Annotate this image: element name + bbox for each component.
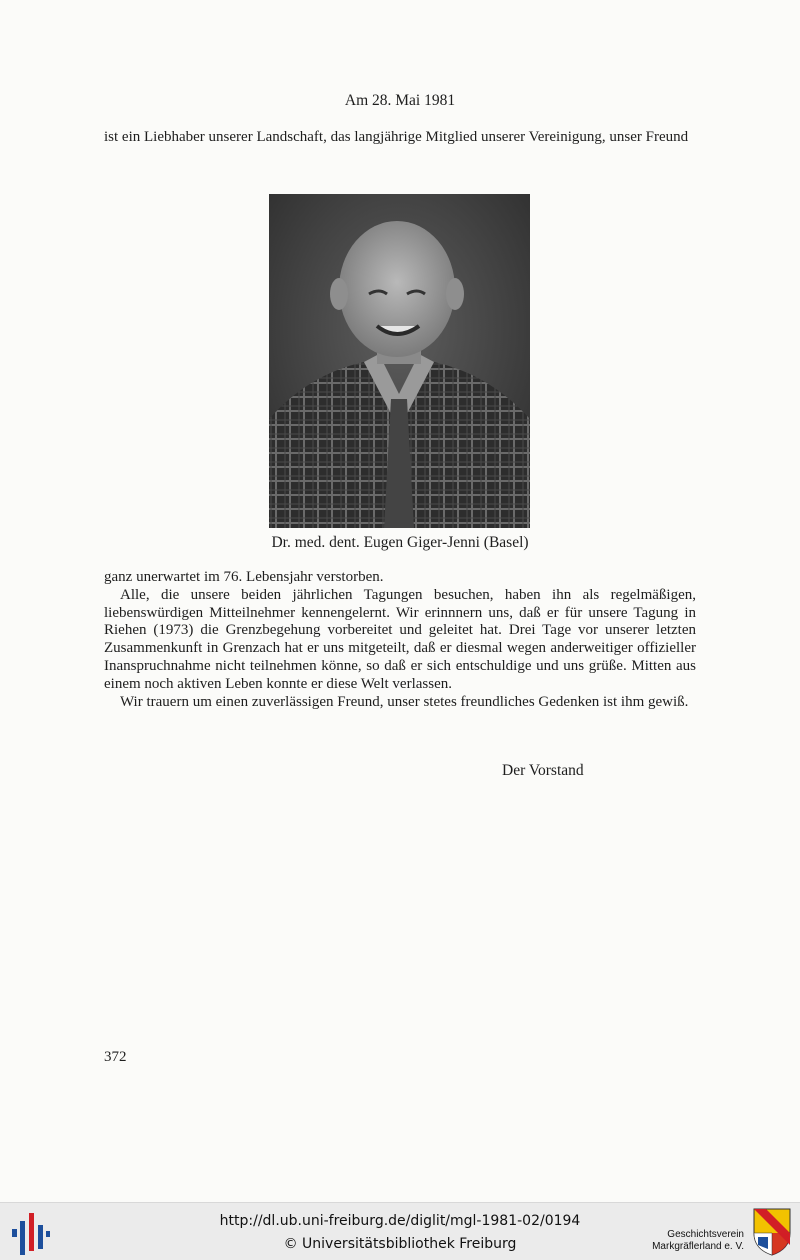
coat-of-arms-icon[interactable]	[752, 1207, 792, 1257]
photo-caption: Dr. med. dent. Eugen Giger-Jenni (Basel)	[271, 534, 529, 551]
footer-org-line2: Markgräflerland e. V.	[652, 1241, 744, 1252]
footer-bar	[0, 1202, 800, 1260]
footer-organization	[652, 1229, 744, 1253]
intro-text: ist ein Liebhaber unserer Landschaft, das langjährige Mitglied unserer Vereinigung, unser Freund	[104, 129, 689, 145]
portrait-image	[269, 194, 530, 528]
body-paragraph-3: Wir trauern um einen zuverlässigen Freund, unser stetes freundliches Gedenken ist ihm gewiß.	[120, 693, 689, 710]
body-paragraph-2: Alle, die unsere beiden jährlichen Tagungen besuchen, haben ihn als regelmäßigen, liebenswürdigen Mitteilnehmer kennengelernt. Wir erinnnern uns, daß er für unsere Tagung in Riehen (1973) die Grenzbegehung vorbereitet und geleitet hat. Drei Tage vor unserer letzten Zusammenkunft in Grenzach hat er uns mitgeteilt, daß er diesmal wegen anderweitiger offizieller Inanspruchnahme nicht teilnehmen könne, so daß er sich entschuldige und uns grüße. Mitten aus einem noch aktiven Leben konnte er diese Welt verlassen.	[104, 586, 696, 692]
obituary-body	[104, 569, 696, 711]
signature: Der Vorstand	[502, 762, 584, 779]
portrait-photo	[269, 194, 530, 528]
page-number: 372	[104, 1049, 127, 1065]
footer-copyright: © Universitätsbibliothek Freiburg	[283, 1236, 517, 1252]
footer-url-link[interactable]: http://dl.ub.uni-freiburg.de/diglit/mgl-1981-02/0194	[219, 1213, 581, 1229]
intro-paragraph	[104, 128, 696, 146]
footer-org-line1: Geschichtsverein	[667, 1229, 744, 1240]
page-header-date: Am 28. Mai 1981	[344, 92, 456, 109]
body-paragraph-1: ganz unerwartet im 76. Lebensjahr verstorben.	[104, 569, 384, 585]
